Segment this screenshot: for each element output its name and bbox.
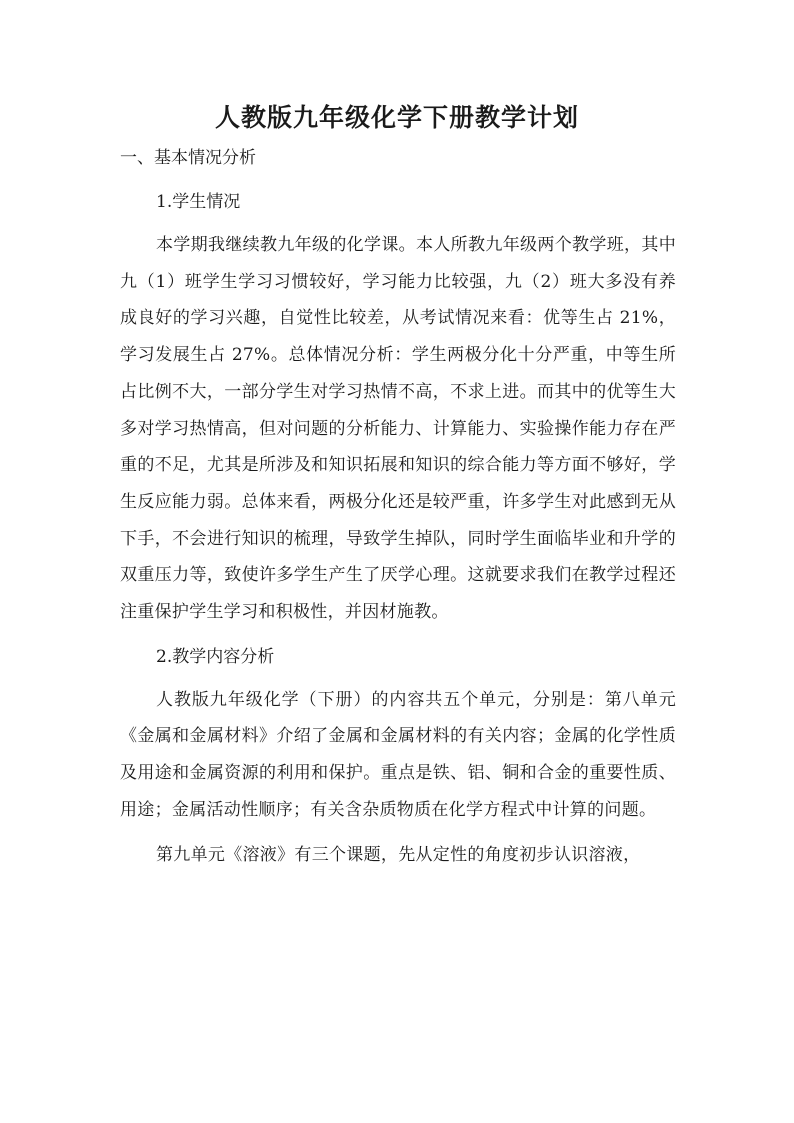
document-title: 人教版九年级化学下册教学计划 [214, 103, 579, 132]
document-body [120, 140, 676, 873]
section-heading-basic-analysis: 一、基本情况分析 [120, 148, 256, 168]
subsection-heading-content-analysis: 2.教学内容分析 [156, 646, 275, 667]
paragraph-unit-nine: 第九单元《溶液》有三个课题，先从定性的角度初步认识溶液， [156, 844, 641, 865]
subsection-heading-students: 1.学生情况 [156, 192, 241, 212]
paragraph-content-analysis: 人教版九年级化学（下册）的内容共五个单元，分别是：第八单元《金属和金属材料》介绍了金属和金属材料的有关内容；金属的化学性质及用途和金属资源的利用和保护。重点是铁、铝、铜和合金的重要性质、用途；金属活动性顺序；有关含杂质物质在化学方程式中计算的问题。 [120, 689, 676, 820]
paragraph-student-situation: 本学期我继续教九年级的化学课。本人所教九年级两个教学班，其中九（1）班学生学习习惯较好，学习能力比较强，九（2）班大多没有养成良好的学习兴趣，自觉性比较差，从考试情况来看：优等生占 21%，学习发展生占 27%。总体情况分析：学生两极分化十分严重，中等生所占比例不大，一部分学生对学习热情不高，不求上进。而其中的优等生大多对学习热情高，但对问题的分析能力、计算能力、实验操作能力存在严重的不足，尤其是所涉及和知识拓展和知识的综合能力等方面不够好，学生反应能力弱。总体来看，两极分化还是较严重，许多学生对此感到无从下手，不会进行知识的梳理，导致学生掉队，同时学生面临毕业和升学的双重压力等，致使许多学生产生了厌学心理。这就要求我们在教学过程还注重保护学生学习和积极性，并因材施教。 [120, 235, 676, 623]
